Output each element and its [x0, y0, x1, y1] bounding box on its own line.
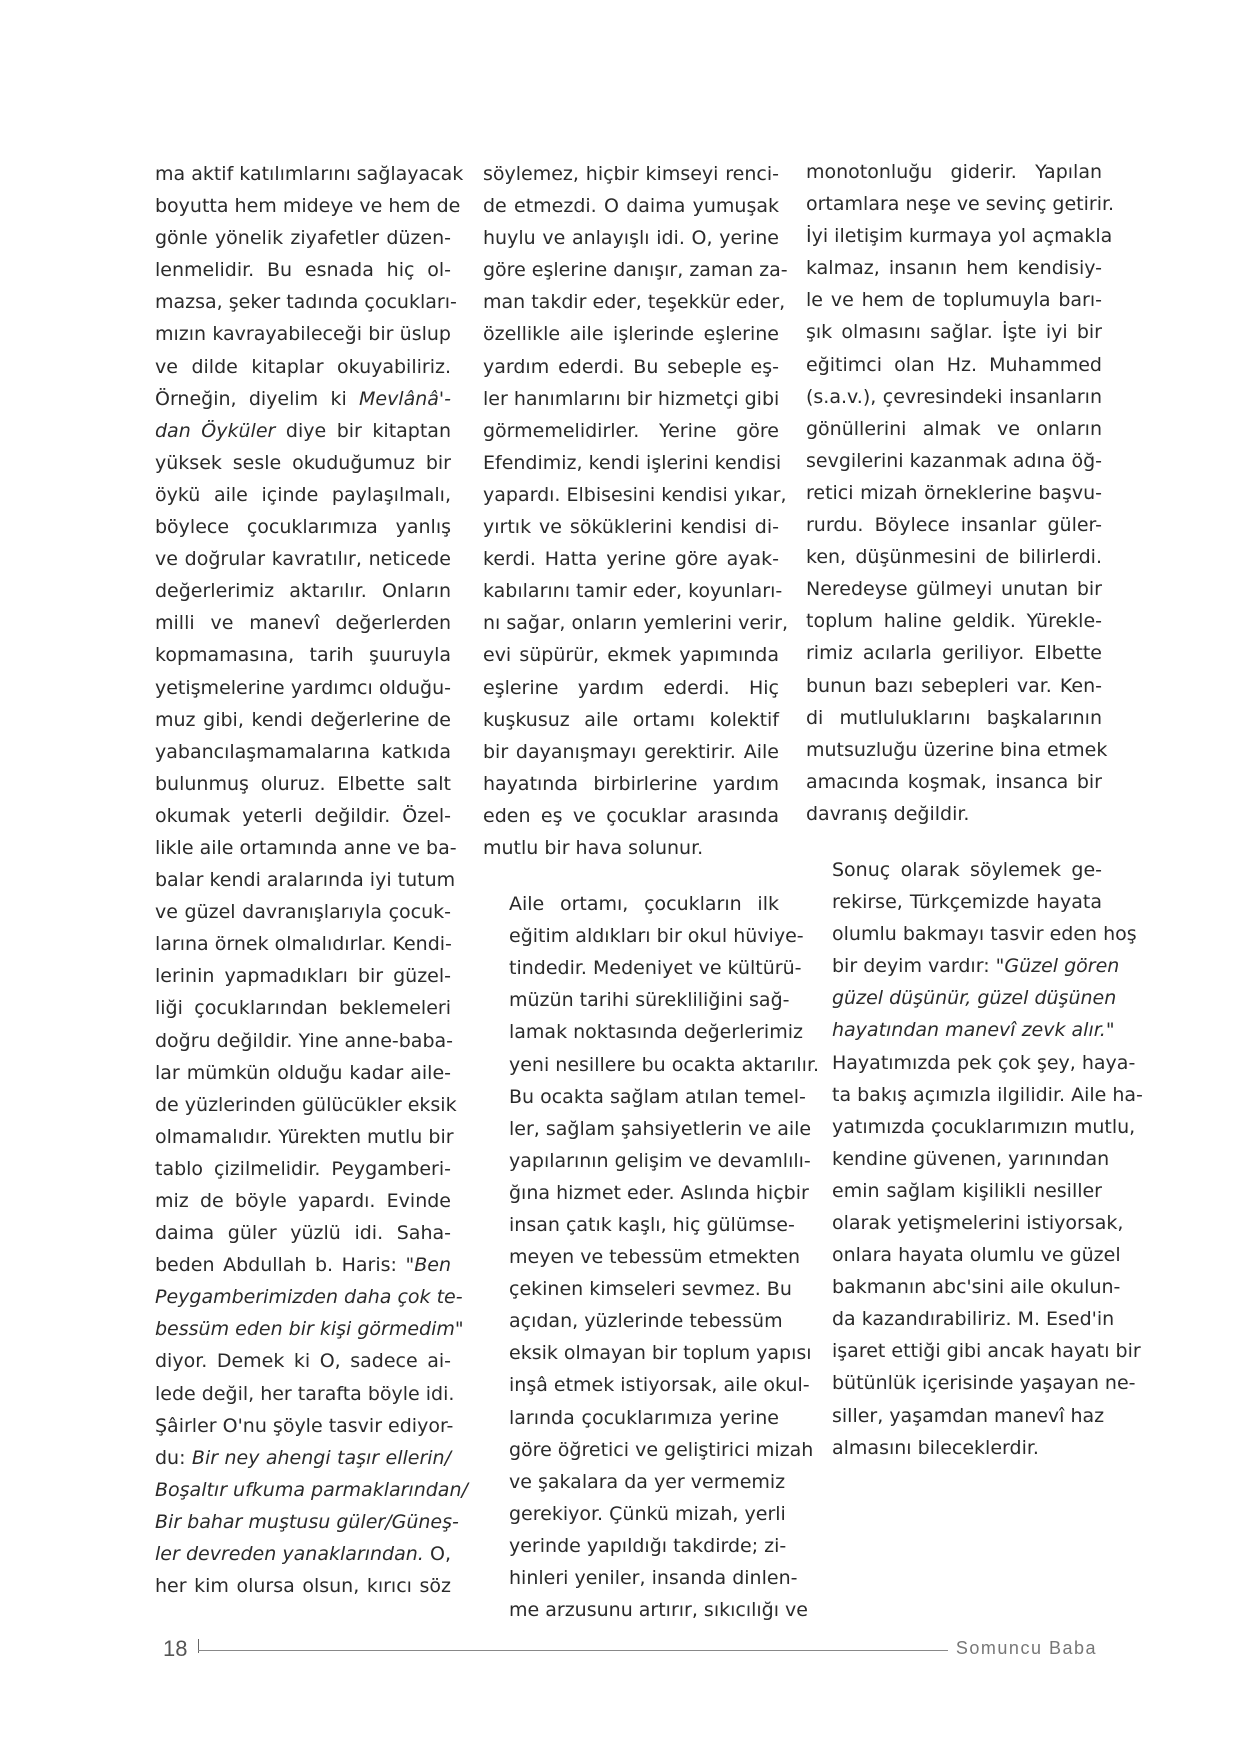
- text-line: onlara hayata olumlu ve güzel: [832, 1244, 1121, 1267]
- text-line: Şâirler O'nu şöyle tasvir ediyor-: [155, 1414, 454, 1437]
- text-line: bütünlük içerisinde yaşayan ne-: [832, 1372, 1136, 1395]
- text-line: şık olmasını sağlar. İşte iyi bir: [806, 321, 1102, 344]
- paragraph: [806, 156, 1115, 830]
- text-line: almasını bileceklerdir.: [832, 1436, 1039, 1459]
- text-line: likle aile ortamında anne ve ba-: [155, 836, 457, 859]
- text-line: öykü aile içinde paylaşılmalı,: [155, 483, 451, 506]
- text-line: hinleri yeniler, insanda dinlen-: [509, 1567, 798, 1590]
- text-line: muz gibi, kendi değerlerine de: [155, 708, 451, 731]
- text-line: yapılarının gelişim ve devamlılı-: [509, 1149, 811, 1172]
- text-line: boyutta hem mideye ve hem de: [155, 195, 461, 218]
- text-line: değerlerimiz aktarılır. Onların: [155, 580, 451, 603]
- text-line: mutlu bir hava solunur.: [483, 836, 704, 859]
- text-line: milli ve manevî değerlerden: [155, 612, 451, 635]
- text-line: toplum haline geldik. Yürekle-: [806, 610, 1102, 633]
- text-line: bir dayanışmayı gerektirir. Aile: [483, 740, 779, 763]
- text-column-middle: [483, 158, 820, 1626]
- text-column-left: [155, 158, 468, 1602]
- text-line: rekirse, Türkçemizde hayata: [832, 891, 1102, 914]
- text-line: larına örnek olmalıdırlar. Kendi-: [155, 933, 452, 956]
- text-line: larında çocuklarımıza yerine: [509, 1406, 779, 1429]
- text-line: di mutluluklarını başkalarının: [806, 706, 1102, 729]
- text-line: kopmamasına, tarih şuuruyla: [155, 644, 451, 667]
- text-line: bessüm eden bir kişi görmedim": [155, 1318, 464, 1341]
- text-line: kabılarını tamir eder, koyunları-: [483, 580, 783, 603]
- text-line: hayatından manevî zevk alır.": [832, 1019, 1115, 1042]
- text-line: rimiz acılarla geriliyor. Elbette: [806, 642, 1102, 665]
- text-line: balar kendi aralarında iyi tutum: [155, 869, 456, 892]
- text-line: Neredeyse gülmeyi unutan bir: [806, 578, 1102, 601]
- text-line: siller, yaşamdan manevî haz: [832, 1404, 1105, 1427]
- text-line: görmemelidirler. Yerine göre: [483, 419, 779, 442]
- text-line: yetişmelerine yardımcı olduğu-: [155, 676, 451, 699]
- text-line: bulunmuş oluruz. Elbette salt: [155, 772, 451, 795]
- text-line: Boşaltır ufkuma parmaklarından/: [155, 1478, 468, 1501]
- text-line: ta bakış açımızla ilgilidir. Aile ha-: [832, 1083, 1143, 1106]
- text-line: olumlu bakmayı tasvir eden hoş: [832, 923, 1137, 946]
- text-line: Bir bahar muştusu güler/Güneş-: [155, 1510, 459, 1533]
- text-line: yırtık ve söküklerini kendisi di-: [483, 516, 779, 539]
- text-line: du: Bir ney ahengi taşır ellerin/: [155, 1446, 451, 1469]
- text-line: mutsuzluğu üzerine bina etmek: [806, 738, 1108, 761]
- text-line: gönle yönelik ziyafetler düzen-: [155, 227, 451, 250]
- text-line: eşlerine yardım ederdi. Hiç: [483, 676, 779, 699]
- text-line: mazsa, şeker tadında çocukları-: [155, 291, 457, 314]
- text-line: da kazandırabiliriz. M. Esed'in: [832, 1308, 1115, 1331]
- text-line: Bu ocakta sağlam atılan temel-: [509, 1085, 806, 1108]
- text-line: huylu ve anlayışlı idi. O, yerine: [483, 227, 779, 250]
- text-line: güzel düşünür, güzel düşünen: [832, 987, 1117, 1010]
- text-line: gerekiyor. Çünkü mizah, yerli: [509, 1502, 786, 1525]
- text-line: ve şakalara da yer vermemiz: [509, 1470, 786, 1493]
- text-line: monotonluğu giderir. Yapılan: [806, 161, 1102, 183]
- text-line: lenmelidir. Bu esnada hiç ol-: [155, 259, 451, 282]
- text-line: retici mizah örneklerine başvu-: [806, 481, 1102, 504]
- text-line: rurdu. Böylece insanlar güler-: [806, 514, 1102, 537]
- text-line: bunun bazı sebepleri var. Ken-: [806, 674, 1102, 697]
- text-line: hayatında birbirlerine yardım: [483, 772, 779, 795]
- text-line: lerinin yapmadıkları bir güzel-: [155, 965, 451, 988]
- paragraph: [483, 888, 820, 1626]
- text-column-right: [806, 156, 1143, 1464]
- text-line: ler, sağlam şahsiyetlerin ve aile: [509, 1117, 812, 1140]
- text-line: tablo çizilmelidir. Peygamberi-: [155, 1157, 451, 1180]
- text-line: eğitimci olan Hz. Muhammed: [806, 353, 1102, 376]
- text-line: Sonuç olarak söylemek ge-: [832, 858, 1102, 881]
- text-line: kalmaz, insanın hem kendisiy-: [806, 257, 1102, 280]
- footer-rule: [198, 1650, 948, 1651]
- paragraph: [155, 158, 468, 1602]
- text-line: İyi iletişim kurmaya yol açmakla: [806, 225, 1113, 248]
- text-line: böylece çocuklarımıza yanlış: [155, 516, 451, 539]
- text-line: doğru değildir. Yine anne-baba-: [155, 1029, 454, 1052]
- text-line: bir deyim vardır: "Güzel gören: [832, 955, 1120, 978]
- text-line: lede değil, her tarafta böyle idi.: [155, 1382, 455, 1405]
- page-number: 18: [163, 1636, 188, 1661]
- text-line: davranış değildir.: [806, 802, 970, 825]
- text-line: Efendimiz, kendi işlerini kendisi: [483, 451, 782, 474]
- text-line: olmamalıdır. Yürekten mutlu bir: [155, 1125, 454, 1148]
- text-line: ler hanımlarını bir hizmetçi gibi: [483, 387, 780, 410]
- text-line: beden Abdullah b. Haris: "Ben: [155, 1254, 451, 1277]
- text-line: müzün tarihi sürekliliğini sağ-: [509, 989, 790, 1012]
- text-line: ler devreden yanaklarından. O,: [155, 1543, 451, 1566]
- text-line: yapardı. Elbisesini kendisi yıkar,: [483, 483, 787, 506]
- text-line: lar mümkün olduğu kadar aile-: [155, 1061, 451, 1084]
- text-line: ğına hizmet eder. Aslında hiçbir: [509, 1181, 809, 1204]
- text-line: açıdan, yüzlerinde tebessüm: [509, 1310, 783, 1333]
- magazine-name: Somuncu Baba: [955, 1638, 1097, 1658]
- text-line: ortamlara neşe ve sevinç getirir.: [806, 193, 1115, 216]
- text-line: insan çatık kaşlı, hiç gülümse-: [509, 1214, 795, 1236]
- text-line: de yüzlerinden gülücükler eksik: [155, 1093, 457, 1116]
- text-line: man takdir eder, teşekkür eder,: [483, 291, 786, 314]
- text-line: ve güzel davranışlarıyla çocuk-: [155, 901, 451, 924]
- text-line: ve doğrular kavratılır, neticede: [155, 548, 451, 571]
- text-line: çekinen kimseleri sevmez. Bu: [509, 1278, 792, 1301]
- text-line: sevgilerini kazanmak adına öğ-: [806, 449, 1103, 472]
- text-line: dan Öyküler diye bir kitaptan: [155, 419, 451, 442]
- text-line: göre eşlerine danışır, zaman za-: [483, 259, 788, 282]
- text-line: göre öğretici ve geliştirici mizah: [509, 1438, 814, 1461]
- text-line: yatımızda çocuklarımızın mutlu,: [832, 1115, 1136, 1138]
- text-line: miz de böyle yapardı. Evinde: [155, 1190, 451, 1212]
- text-line: le ve hem de toplumuyla barı-: [806, 289, 1102, 312]
- text-line: bakmanın abc'sini aile okulun-: [832, 1276, 1121, 1299]
- text-line: kendine güvenen, yarınından: [832, 1147, 1110, 1170]
- text-line: lamak noktasında değerlerimiz: [509, 1021, 803, 1044]
- text-line: her kim olursa olsun, kırıcı söz: [155, 1575, 451, 1598]
- text-line: eğitim aldıkları bir okul hüviye-: [509, 925, 804, 948]
- text-line: yabancılaşmamalarına katkıda: [155, 740, 451, 763]
- text-line: mızın kavrayabileceği bir üslup: [155, 323, 451, 346]
- text-line: emin sağlam kişilikli nesiller: [832, 1179, 1102, 1202]
- text-line: yüksek sesle okuduğumuz bir: [155, 451, 451, 474]
- text-line: söylemez, hiçbir kimseyi renci-: [483, 163, 779, 185]
- text-line: tindedir. Medeniyet ve kültürü-: [509, 957, 802, 980]
- text-line: olarak yetişmelerini istiyorsak,: [832, 1212, 1124, 1234]
- text-line: işaret ettiği gibi ancak hayatı bir: [832, 1340, 1141, 1363]
- text-line: yeni nesillere bu ocakta aktarılır.: [509, 1053, 820, 1076]
- text-line: (s.a.v.), çevresindeki insanların: [806, 385, 1102, 408]
- text-line: me arzusunu artırır, sıkıcılığı ve: [509, 1599, 808, 1622]
- text-line: ve dilde kitaplar okuyabiliriz.: [155, 355, 451, 378]
- text-line: okumak yeterli değildir. Özel-: [155, 804, 451, 827]
- text-line: eden eş ve çocuklar arasında: [483, 804, 779, 827]
- paragraph: [483, 158, 788, 864]
- text-line: Hayatımızda pek çok şey, haya-: [832, 1051, 1136, 1074]
- text-line: de etmezdi. O daima yumuşak: [483, 195, 779, 218]
- text-line: liği çocuklarından beklemeleri: [155, 997, 451, 1020]
- paragraph: [806, 854, 1143, 1464]
- text-line: yardım ederdi. Bu sebeple eş-: [483, 355, 779, 378]
- text-line: amacında koşmak, insanca bir: [806, 770, 1102, 793]
- text-line: inşâ etmek istiyorsak, aile okul-: [509, 1374, 810, 1397]
- text-line: daima güler yüzlü idi. Saha-: [155, 1222, 451, 1245]
- text-line: ken, düşünmesini de bilirlerdi.: [806, 546, 1102, 569]
- text-line: diyor. Demek ki O, sadece ai-: [155, 1350, 451, 1373]
- text-line: evi süpürür, ekmek yapımında: [483, 644, 779, 667]
- text-line: eksik olmayan bir toplum yapısı: [509, 1342, 812, 1365]
- text-line: ma aktif katılımlarını sağlayacak: [155, 163, 464, 185]
- text-line: yerinde yapıldığı takdirde; zi-: [509, 1534, 787, 1557]
- text-line: Örneğin, diyelim ki Mevlânâ'-: [155, 387, 451, 410]
- text-line: gönüllerini almak ve onların: [806, 417, 1102, 440]
- text-line: kerdi. Hatta yerine göre ayak-: [483, 548, 779, 571]
- text-line: kuşkusuz aile ortamı kolektif: [483, 708, 779, 731]
- text-line: nı sağar, onların yemlerini verir,: [483, 612, 788, 635]
- text-line: Peygamberimizden daha çok te-: [155, 1286, 463, 1309]
- text-line: Aile ortamı, çocukların ilk: [509, 893, 779, 916]
- text-line: özellikle aile işlerinde eşlerine: [483, 323, 779, 346]
- text-line: meyen ve tebessüm etmekten: [509, 1246, 800, 1269]
